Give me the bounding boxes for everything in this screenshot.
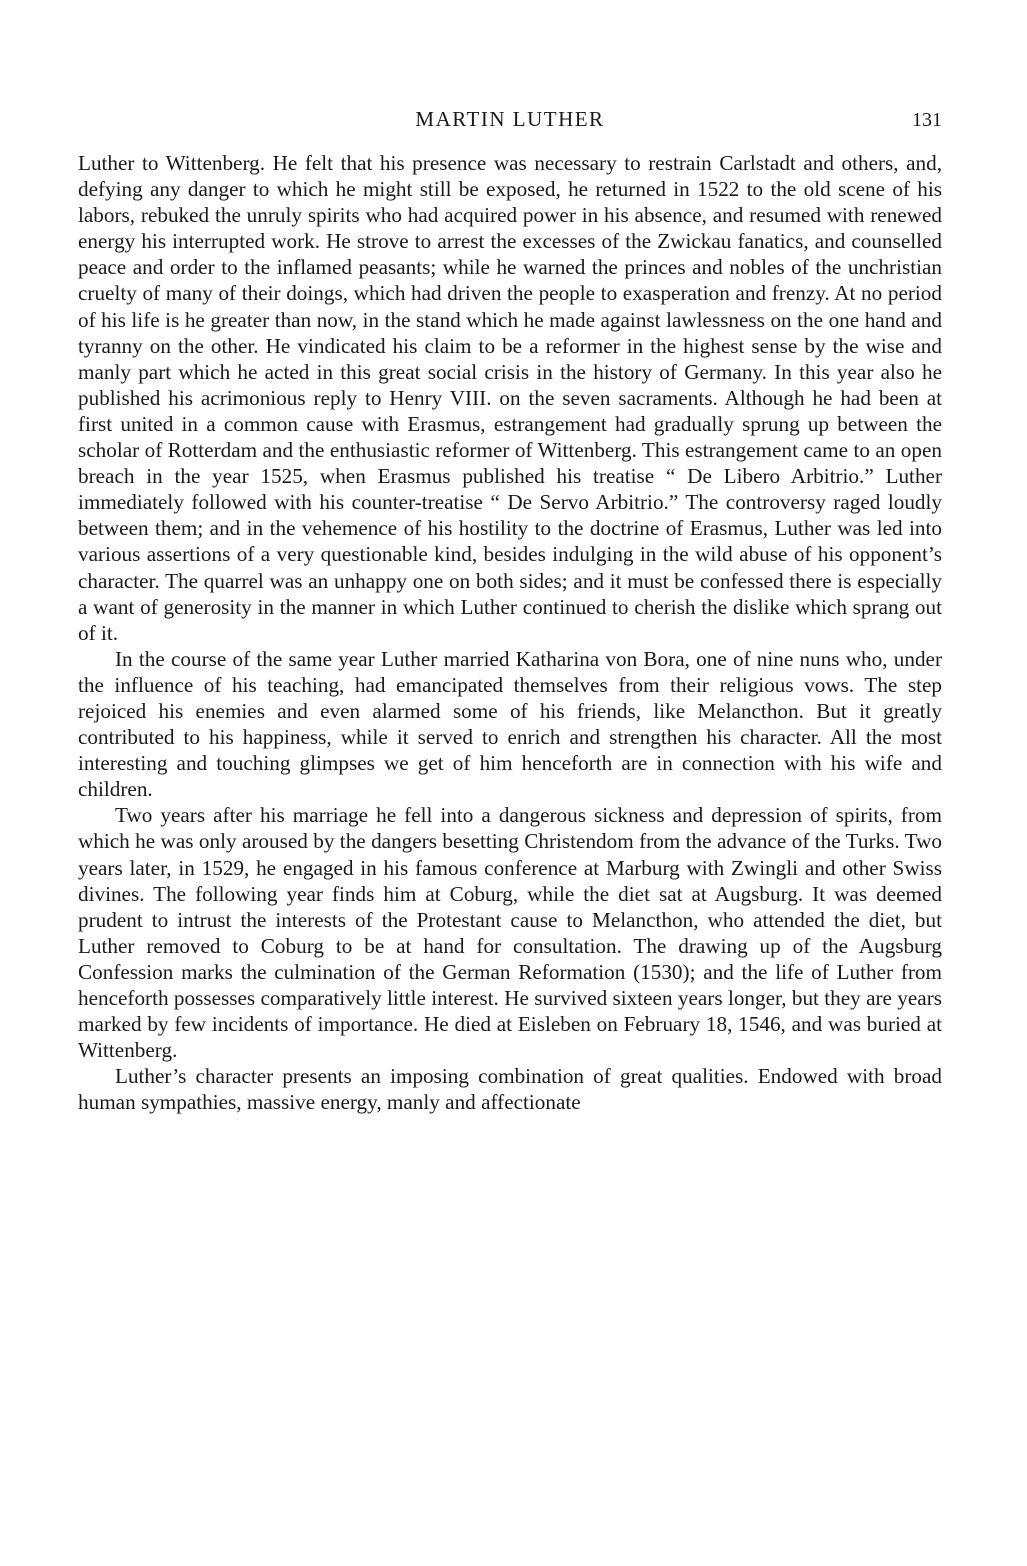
paragraph-character: Luther’s character presents an imposing combination of great qualities. Endowed with broad human sympathies, massive energy, manly and affectionate [78,1064,942,1115]
running-title: MARTIN LUTHER [415,107,605,131]
body-text [78,150,942,1115]
paragraph-later-years: Two years after his marriage he fell into a dangerous sickness and depression of spirits, from which he was only aroused by the dangers besetting Christendom from the advance of the Turks. Two years later, in 1529, he engaged in his famous conference at Marburg with Zwingli and other Swiss divines. The following year finds him at Coburg, while the diet sat at Augsburg. It was deemed prudent to intrust the interests of the Protestant cause to Melancthon, who attended the diet, but Luther removed to Coburg to be at hand for consultation. The drawing up of the Augsburg Confession marks the culmination of the German Reformation (1530); and the life of Luther from henceforth possesses comparatively little interest. He survived sixteen years longer, but they are years marked by few incidents of importance. He died at Eisleben on February 18, 1546, and was buried at Wittenberg. [78,803,942,1063]
page-number: 131 [912,109,942,131]
paragraph-continued: Luther to Wittenberg. He felt that his presence was necessary to restrain Carlstadt and others, and, defying any danger to which he might still be exposed, he returned in 1522 to the old scene of his labors, rebuked the unruly spirits who had acquired power in his absence, and resumed with renewed energy his interrupted work. He strove to arrest the excesses of the Zwickau fanatics, and counselled peace and order to the inflamed peasants; while he warned the princes and nobles of the unchristian cruelty of many of their doings, which had driven the people to exasperation and frenzy. At no period of his life is he greater than now, in the stand which he made against lawlessness on the one hand and tyranny on the other. He vindicated his claim to be a reformer in the highest sense by the wise and manly part which he acted in this great social crisis in the history of Germany. In this year also he published his acrimonious reply to Henry VIII. on the seven sacraments. Although he had been at first united in a common cause with Erasmus, estrangement had gradually sprung up between the scholar of Rotterdam and the enthusiastic reformer of Wittenberg. This estrangement came to an open breach in the year 1525, when Erasmus published his treatise “ De Libero Arbitrio.” Luther immediately followed with his counter-treatise “ De Servo Arbitrio.” The controversy raged loudly between them; and in the vehemence of his hostility to the doctrine of Erasmus, Luther was led into various assertions of a very questionable kind, besides indulging in the wild abuse of his opponent’s character. The quarrel was an unhappy one on both sides; and it must be confessed there is especially a want of generosity in the manner in which Luther continued to cherish the dislike which sprang out of it. [78,151,942,645]
paragraph-marriage: In the course of the same year Luther married Katharina von Bora, one of nine nuns who, under the influence of his teaching, had emancipated themselves from their religious vows. The step rejoiced his enemies and even alarmed some of his friends, like Melancthon. But it greatly contributed to his happiness, while it served to enrich and strengthen his character. All the most interesting and touching glimpses we get of him henceforth are in connection with his wife and children. [78,646,942,802]
running-head [78,107,942,137]
